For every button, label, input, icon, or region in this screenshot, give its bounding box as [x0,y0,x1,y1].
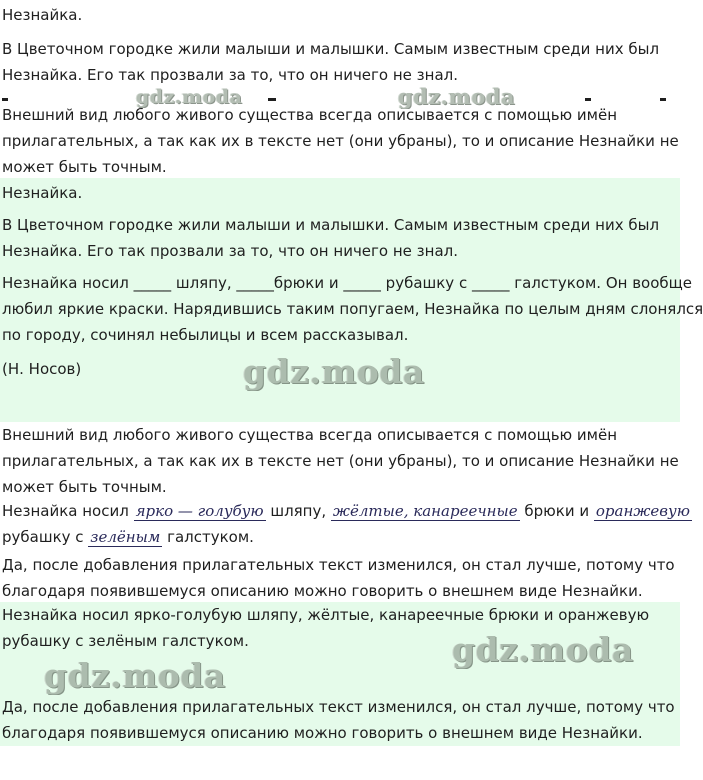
paragraph-3: В Цветочном городке жили малыши и малышки. Самым известным среди них был Незнайка. Его так прозвали за то, что он ничего не знал. [2,216,660,260]
paragraph-5: Внешний вид любого живого существа всегда описывается с помощью имён прилагательных, а так как их в тексте нет (они убраны), то и описание Незнайки не может быть точным. [2,426,679,496]
paragraph-8: Да, после добавления прилагательных текст изменился, он стал лучше, потому что благодаря появившемуся описанию можно говорить о внешнем виде Незнайки. [2,698,675,742]
section-answer [0,422,690,602]
watermark-logo: gdz.moda [398,84,516,109]
watermark-logo: gdz.moda [452,630,634,669]
watermark-logo: gdz.moda [136,86,243,108]
paragraph-1: В Цветочном городке жили малыши и малышки. Самым известным среди них был Незнайка. Его так прозвали за то, что он ничего не знал. [2,40,660,84]
answer-text: рубашку с [2,528,89,546]
author: (Н. Носов) [2,360,82,378]
handwritten-word: оранжевую [595,502,690,520]
section-original-text [0,0,680,178]
paragraph-6: Да, после добавления прилагательных текст изменился, он стал лучше, потому что благодаря появившемуся описанию можно говорить о внешнем виде Незнайки. [2,556,675,600]
watermark-logo: gdz.moda [243,352,425,391]
handwritten-word: зелёным [90,528,161,546]
section-final-conclusion [0,692,680,746]
cut-off-line [585,90,595,96]
watermark-logo: gdz.moda [44,656,226,695]
cut-off-line [268,90,278,96]
cut-off-line [660,90,670,96]
cut-off-line [2,90,12,96]
handwritten-word: ярко — голубую [135,502,264,520]
paragraph-4: Незнайка носил _____ шляпу, _____брюки и _____ рубашку с _____ галстуком. Он вообще любил яркие краски. Нарядившись таким попугаем, Незнайка по целым дням слонялся по городу, сочинял небылицы и всем рассказывал. [2,274,703,344]
answer-text: Незнайка носил [2,502,134,520]
handwritten-answer [2,498,690,550]
answer-text: галстуком. [162,528,254,546]
answer-text: шляпу, [265,502,331,520]
handwritten-word: жёлтые, канареечные [332,502,518,520]
paragraph-2: Внешний вид любого живого существа всегда описывается с помощью имён прилагательных, а так как их в тексте нет (они убраны), то и описание Незнайки не может быть точным. [2,106,679,176]
title-1: Незнайка. [2,6,83,24]
paragraph-7: Незнайка носил ярко-голубую шляпу, жёлтые, канареечные брюки и оранжевую рубашку с зелёным галстуком. [2,606,650,650]
title-2: Незнайка. [2,184,83,202]
answer-text: брюки и [519,502,594,520]
